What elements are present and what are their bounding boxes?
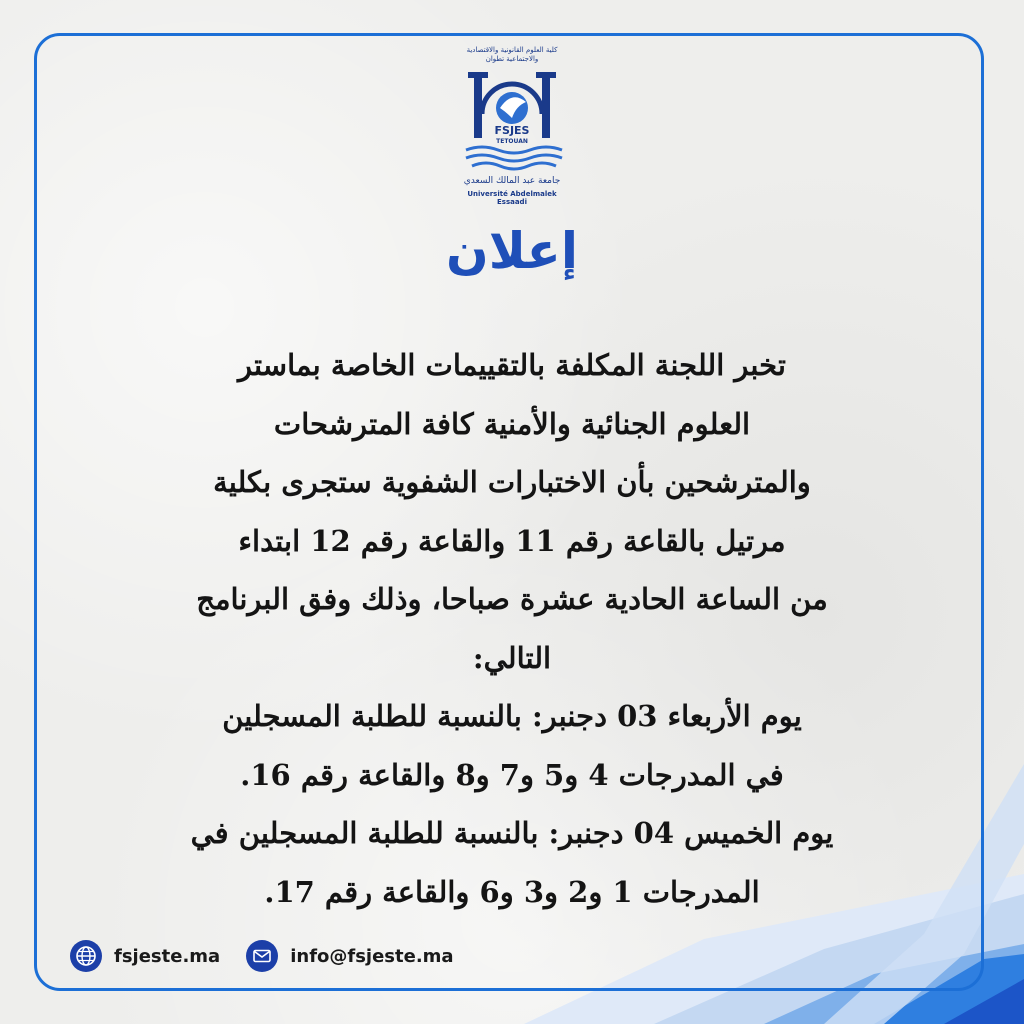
faculty-logo <box>452 46 572 206</box>
announcement-line: يوم الخميس 04 دجنبر: بالنسبة للطلبة المسجلين في <box>190 816 834 850</box>
website-link[interactable] <box>70 940 220 972</box>
emblem-icon <box>452 46 572 176</box>
announcement-line: تخبر اللجنة المكلفة بالتقييمات الخاصة بماستر <box>238 348 786 382</box>
email-link[interactable] <box>246 940 453 972</box>
announcement-line: من الساعة الحادية عشرة صباحا، وذلك وفق البرنامج <box>196 582 828 616</box>
announcement-line: مرتيل بالقاعة رقم 11 والقاعة رقم 12 ابتداء <box>238 523 786 558</box>
university-name-ar: جامعة عبد المالك السعدي <box>463 176 561 186</box>
announcement-line: العلوم الجنائية والأمنية كافة المترشحات <box>273 406 751 441</box>
logo-top-text: كلية العلوم القانونية والاقتصادية والاجتماعية تطوان <box>466 46 558 63</box>
website-text: fsjeste.ma <box>114 945 221 967</box>
emblem-fsjes-text: FSJES <box>494 124 530 137</box>
emblem-city-text: TETOUAN <box>496 138 528 145</box>
envelope-icon <box>246 940 278 972</box>
announcement-title: إعلان <box>446 222 578 280</box>
announcement-line: المدرجات 1 و2 و3 و6 والقاعة رقم 17. <box>264 874 760 909</box>
announcement-line: يوم الأربعاء 03 دجنبر: بالنسبة للطلبة المسجلين <box>222 699 802 733</box>
announcement-line: في المدرجات 4 و5 و7 و8 والقاعة رقم 16. <box>240 757 784 792</box>
university-name-fr: Université Abdelmalek Essaadi <box>467 190 557 206</box>
globe-icon <box>70 940 102 972</box>
announcement-body <box>80 336 944 921</box>
contact-footer <box>70 938 480 974</box>
announcement-line: التالي: <box>472 640 552 675</box>
email-text: info@fsjeste.ma <box>290 945 454 967</box>
announcement-line: والمترشحين بأن الاختبارات الشفوية ستجرى بكلية <box>213 465 811 499</box>
